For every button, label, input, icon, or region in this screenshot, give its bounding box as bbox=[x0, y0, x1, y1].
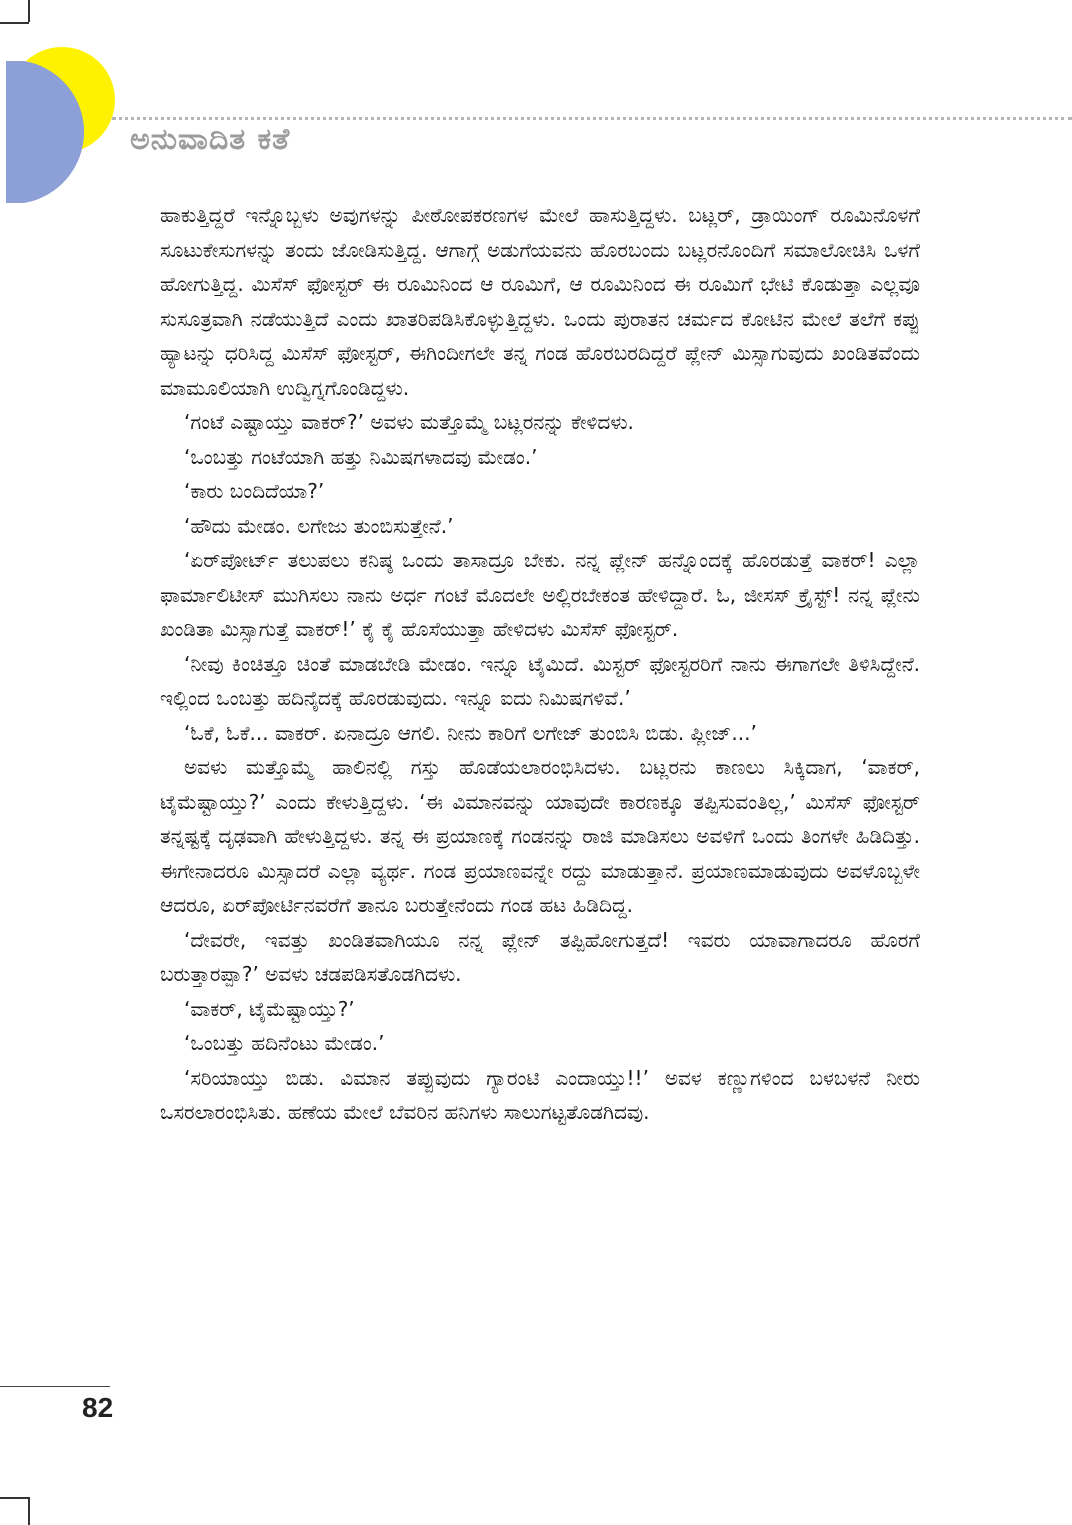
crop-mark-bottom-horizontal bbox=[0, 1497, 29, 1499]
page-number-rule bbox=[0, 1386, 110, 1387]
story-paragraph: ‘ಓಕೆ, ಓಕೆ... ವಾಕರ್. ಏನಾದ್ರೂ ಆಗಲಿ. ನೀನು ಕಾರಿಗೆ ಲಗೇಜ್ ತುಂಬಿಸಿ ಬಿಡು. ಪ್ಲೀಜ್...’ bbox=[184, 720, 757, 745]
crop-mark-bottom-vertical bbox=[28, 1497, 30, 1525]
story-body bbox=[160, 198, 920, 1130]
story-paragraph: ‘ದೇವರೇ, ಇವತ್ತು ಖಂಡಿತವಾಗಿಯೂ ನನ್ನ ಪ್ಲೇನ್ ತಪ್ಪಿಹೋಗುತ್ತದೆ! ಇವರು ಯಾವಾಗಾದರೂ ಹೊರಗೆ ಬರುತ್ತಾರಪ್ಪಾ?’ ಅವಳು ಚಡಪಡಿಸತೊಡಗಿದಳು. bbox=[160, 927, 920, 986]
story-paragraph: ‘ಸರಿಯಾಯ್ತು ಬಿಡು. ವಿಮಾನ ತಪ್ಪುವುದು ಗ್ಯಾರಂಟಿ ಎಂದಾಯ್ತು!!’ ಅವಳ ಕಣ್ಣುಗಳಿಂದ ಬಳಬಳನೆ ನೀರು ಒಸರಲಾರಂಭಿಸಿತು. ಹಣೆಯ ಮೇಲೆ ಬೆವರಿನ ಹನಿಗಳು ಸಾಲುಗಟ್ಟತೊಡಗಿದವು. bbox=[160, 1065, 920, 1124]
story-paragraph: ‘ಏರ್‌ಪೋರ್ಟ್ ತಲುಪಲು ಕನಿಷ್ಠ ಒಂದು ತಾಸಾದ್ರೂ ಬೇಕು. ನನ್ನ ಪ್ಲೇನ್ ಹನ್ನೊಂದಕ್ಕೆ ಹೊರಡುತ್ತೆ ವಾಕರ್! ಎಲ್ಲಾ ಫಾರ್ಮಾಲಿಟೀಸ್ ಮುಗಿಸಲು ನಾನು ಅರ್ಧ ಗಂಟೆ ಮೊದಲೇ ಅಲ್ಲಿರಬೇಕಂತ ಹೇಳಿದ್ದಾರೆ. ಓ, ಜೀಸಸ್ ಕ್ರೈಸ್ಟ್! ನನ್ನ ಪ್ಲೇನು ಖಂಡಿತಾ ಮಿಸ್ಸಾಗುತ್ತೆ ವಾಕರ್!’ ಕೈ ಕೈ ಹೊಸೆಯುತ್ತಾ ಹೇಳಿದಳು ಮಿಸೆಸ್ ಫೋಸ್ಟರ್. bbox=[160, 548, 920, 641]
header-decoration bbox=[0, 0, 130, 210]
story-paragraph: ‘ಒಂಬತ್ತು ಹದಿನೆಂಟು ಮೇಡಂ.’ bbox=[184, 1031, 385, 1055]
story-paragraph: ‘ಒಂಬತ್ತು ಗಂಟೆಯಾಗಿ ಹತ್ತು ನಿಮಿಷಗಳಾದವು ಮೇಡಂ.’ bbox=[184, 444, 538, 469]
story-paragraph: ‘ವಾಕರ್, ಟೈಮೆಷ್ಟಾಯ್ತು?’ bbox=[184, 996, 355, 1021]
header-dotted-rule bbox=[112, 117, 1072, 120]
story-paragraph: ‘ಹೌದು ಮೇಡಂ. ಲಗೇಜು ತುಂಬಿಸುತ್ತೇನೆ.’ bbox=[184, 513, 454, 538]
section-title: ಅನುವಾದಿತ ಕತೆ bbox=[130, 122, 291, 157]
story-paragraph: ‘ಕಾರು ಬಂದಿದೆಯಾ?’ bbox=[184, 479, 325, 503]
story-paragraph: ‘ಗಂಟೆ ಎಷ್ಟಾಯ್ತು ವಾಕರ್?’ ಅವಳು ಮತ್ತೊಮ್ಮೆ ಬಟ್ಲರನನ್ನು ಕೇಳಿದಳು. bbox=[184, 410, 634, 434]
story-paragraph: ‘ನೀವು ಕಿಂಚಿತ್ತೂ ಚಿಂತೆ ಮಾಡಬೇಡಿ ಮೇಡಂ. ಇನ್ನೂ ಟೈಮಿದೆ. ಮಿಸ್ಟರ್ ಫೋಸ್ಟರರಿಗೆ ನಾನು ಈಗಾಗಲೇ ತಿಳಿಸಿದ್ದೇನೆ. ಇಲ್ಲಿಂದ ಒಂಬತ್ತು ಹದಿನೈದಕ್ಕೆ ಹೊರಡುವುದು. ಇನ್ನೂ ಐದು ನಿಮಿಷಗಳಿವೆ.’ bbox=[160, 651, 920, 710]
story-paragraph: ಅವಳು ಮತ್ತೊಮ್ಮೆ ಹಾಲಿನಲ್ಲಿ ಗಸ್ತು ಹೊಡೆಯಲಾರಂಭಿಸಿದಳು. ಬಟ್ಲರನು ಕಾಣಲು ಸಿಕ್ಕಿದಾಗ, ‘ವಾಕರ್, ಟೈಮೆಷ್ಟಾಯ್ತು?’ ಎಂದು ಕೇಳುತ್ತಿದ್ದಳು. ‘ಈ ವಿಮಾನವನ್ನು ಯಾವುದೇ ಕಾರಣಕ್ಕೂ ತಪ್ಪಿಸುವಂತಿಲ್ಲ,’ ಮಿಸೆಸ್ ಫೋಸ್ಟರ್ ತನ್ನಷ್ಟಕ್ಕೆ ದೃಢವಾಗಿ ಹೇಳುತ್ತಿದ್ದಳು. ತನ್ನ ಈ ಪ್ರಯಾಣಕ್ಕೆ ಗಂಡನನ್ನು ರಾಜಿ ಮಾಡಿಸಲು ಅವಳಿಗೆ ಒಂದು ತಿಂಗಳೇ ಹಿಡಿದಿತ್ತು. ಈಗೇನಾದರೂ ಮಿಸ್ಸಾದರೆ ಎಲ್ಲಾ ವ್ಯರ್ಥ. ಗಂಡ ಪ್ರಯಾಣವನ್ನೇ ರದ್ದು ಮಾಡುತ್ತಾನೆ. ಪ್ರಯಾಣಮಾಡುವುದು ಅವಳೊಬ್ಬಳೇ ಆದರೂ, ಏರ್‌ಪೋರ್ಟಿನವರೆಗೆ ತಾನೂ ಬರುತ್ತೇನೆಂದು ಗಂಡ ಹಟ ಹಿಡಿದಿದ್ದ. bbox=[160, 755, 920, 917]
page-number: 82 bbox=[82, 1392, 114, 1423]
story-paragraph: ಹಾಕುತ್ತಿದ್ದರೆ ಇನ್ನೊಬ್ಬಳು ಅವುಗಳನ್ನು ಪೀಠೋಪಕರಣಗಳ ಮೇಲೆ ಹಾಸುತ್ತಿದ್ದಳು. ಬಟ್ಲರ್, ಡ್ರಾಯಿಂಗ್ ರೂಮಿನೊಳಗೆ ಸೂಟುಕೇಸುಗಳನ್ನು ತಂದು ಜೋಡಿಸುತ್ತಿದ್ದ. ಆಗಾಗ್ಗೆ ಅಡುಗೆಯವನು ಹೊರಬಂದು ಬಟ್ಲರನೊಂದಿಗೆ ಸಮಾಲೋಚಿಸಿ ಒಳಗೆ ಹೋಗುತ್ತಿದ್ದ. ಮಿಸೆಸ್ ಫೋಸ್ಟರ್ ಈ ರೂಮಿನಿಂದ ಆ ರೂಮಿಗೆ, ಆ ರೂಮಿನಿಂದ ಈ ರೂಮಿಗೆ ಭೇಟಿ ಕೊಡುತ್ತಾ ಎಲ್ಲವೂ ಸುಸೂತ್ರವಾಗಿ ನಡೆಯುತ್ತಿದೆ ಎಂದು ಖಾತರಿಪಡಿಸಿಕೊಳ್ಳುತ್ತಿದ್ದಳು. ಒಂದು ಪುರಾತನ ಚರ್ಮದ ಕೋಟಿನ ಮೇಲೆ ತಲೆಗೆ ಕಪ್ಪು ಹ್ಯಾಟನ್ನು ಧರಿಸಿದ್ದ ಮಿಸೆಸ್ ಫೋಸ್ಟರ್, ಈಗಿಂದೀಗಲೇ ತನ್ನ ಗಂಡ ಹೊರಬರದಿದ್ದರೆ ಪ್ಲೇನ್ ಮಿಸ್ಸಾಗುವುದು ಖಂಡಿತವೆಂದು ಮಾಮೂಲಿಯಾಗಿ ಉದ್ವಿಗ್ನಗೊಂಡಿದ್ದಳು. bbox=[160, 203, 920, 400]
